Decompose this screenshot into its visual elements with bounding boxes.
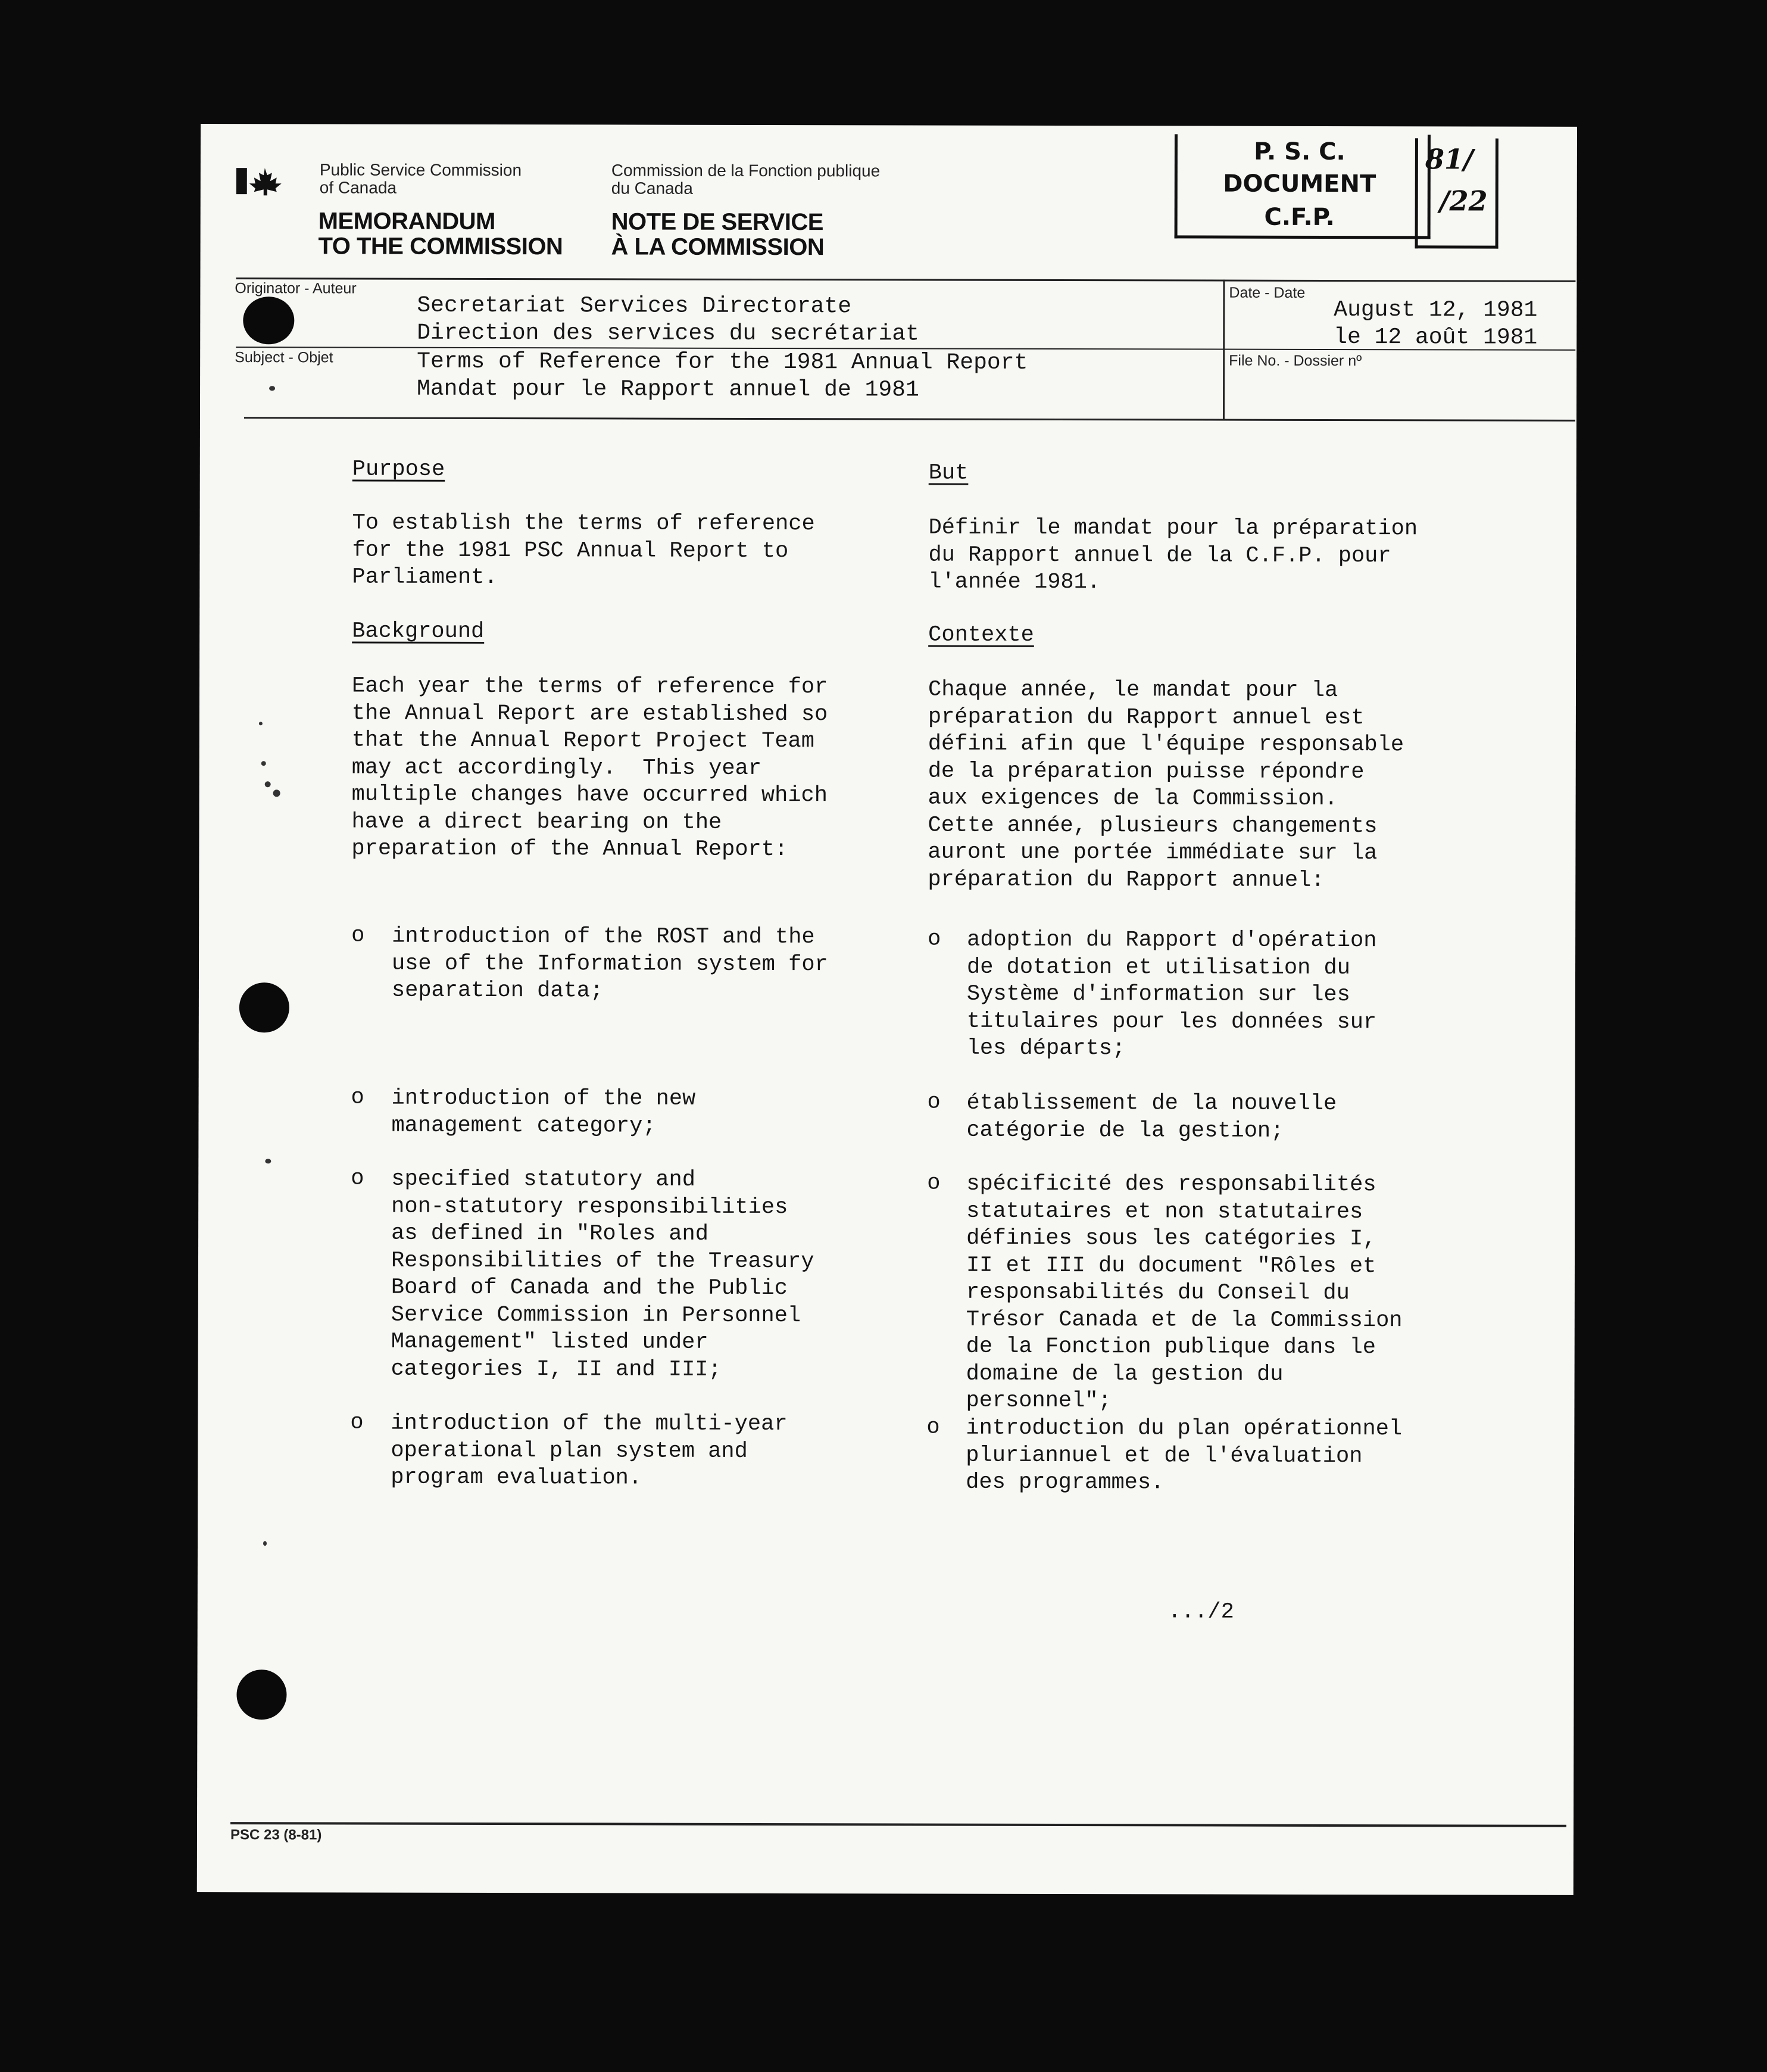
bullet-marker-en-1: o bbox=[351, 923, 365, 948]
originator-fr: Direction des services du secrétariat bbox=[417, 320, 920, 347]
bullet-marker-en-4: o bbox=[350, 1410, 364, 1436]
punch-hole-lower bbox=[236, 1670, 286, 1720]
psc-document-stamp bbox=[1175, 134, 1431, 239]
stamp-line-1: P. S. C. bbox=[1254, 138, 1345, 166]
speck bbox=[265, 781, 271, 787]
purpose-text: To establish the terms of reference for the 1981 PSC Annual Report to Parliament. bbox=[352, 510, 815, 591]
memo-title-en-line2: TO THE COMMISSION bbox=[318, 233, 563, 260]
speck bbox=[273, 790, 280, 797]
org-name-en-line2: of Canada bbox=[319, 178, 397, 197]
bullet-en-2: introduction of the new management category; bbox=[391, 1085, 696, 1139]
handwritten-number-bottom: /22 bbox=[1439, 185, 1488, 217]
speck bbox=[263, 1541, 267, 1546]
bullet-en-3: specified statutory and non-statutory responsibilities as defined in "Roles and Responsibilities of the Treasury Board of Canada and the Public Service Commission in Personnel Management" listed under categories I, II and III; bbox=[391, 1166, 814, 1383]
contexte-text: Chaque année, le mandat pour la préparation du Rapport annuel est défini afin que l'équipe responsable de la préparation puisse répondre aux exigences de la Commission. Cette année, plusieurs changements auront une portée immédiate sur la préparation du Rapport annuel: bbox=[928, 677, 1404, 893]
subject-label: Subject - Objet bbox=[235, 349, 333, 366]
info-column-divider bbox=[1223, 280, 1225, 420]
speck bbox=[269, 386, 275, 391]
bullet-marker-fr-4: o bbox=[926, 1415, 940, 1440]
date-label: Date - Date bbox=[1229, 284, 1306, 301]
memo-title-fr-line2: À LA COMMISSION bbox=[611, 233, 825, 261]
speck bbox=[265, 1159, 271, 1163]
but-heading: But bbox=[928, 460, 969, 486]
memo-page bbox=[197, 124, 1577, 1895]
bullet-en-1: introduction of the ROST and the use of the Information system for separation data; bbox=[391, 923, 828, 1004]
page-continuation: .../2 bbox=[1167, 1599, 1234, 1625]
originator-ink-blot bbox=[243, 297, 294, 344]
bullet-fr-3: spécificité des responsabilités statutaires et non statutaires définies sous les catégories I, II et III du document "Rôles et responsabilités du Conseil du Trésor Canada et de la Commission de la Fonction publique dans le domaine de la gestion du personnel"; bbox=[966, 1171, 1403, 1414]
purpose-heading: Purpose bbox=[352, 457, 445, 482]
speck bbox=[261, 761, 266, 766]
info-bottom-rule bbox=[244, 417, 1575, 422]
date-fr: le 12 août 1981 bbox=[1334, 324, 1538, 351]
file-number-label: File No. - Dossier nº bbox=[1229, 352, 1362, 370]
background-text: Each year the terms of reference for the Annual Report are established so that the Annual Report Project Team may act accordingly. This year multiple changes have occurred which have a direct bearing on the preparation of the Annual Report: bbox=[351, 673, 828, 863]
originator-label: Originator - Auteur bbox=[235, 280, 357, 297]
subject-en: Terms of Reference for the 1981 Annual Report bbox=[417, 348, 1028, 376]
bullet-marker-en-2: o bbox=[351, 1085, 364, 1110]
background-heading: Background bbox=[352, 619, 485, 644]
org-name-en-line1: Public Service Commission bbox=[319, 160, 522, 180]
footer-rule bbox=[230, 1822, 1566, 1827]
originator-en: Secretariat Services Directorate bbox=[417, 292, 852, 320]
memo-title-fr-line1: NOTE DE SERVICE bbox=[611, 208, 823, 236]
stamp-line-3: C.F.P. bbox=[1264, 203, 1335, 231]
memo-title-en-line1: MEMORANDUM bbox=[318, 208, 495, 235]
canada-flag-icon bbox=[236, 166, 290, 196]
speck bbox=[259, 722, 263, 725]
bullet-marker-en-3: o bbox=[351, 1166, 364, 1191]
form-code: PSC 23 (8-81) bbox=[230, 1827, 322, 1843]
org-name-fr-line2: du Canada bbox=[611, 179, 693, 198]
bullet-en-4: introduction of the multi-year operational plan system and program evaluation. bbox=[391, 1411, 788, 1491]
but-text: Définir le mandat pour la préparation du Rapport annuel de la C.F.P. pour l'année 1981. bbox=[928, 515, 1418, 595]
date-en: August 12, 1981 bbox=[1334, 297, 1538, 323]
bullet-marker-fr-3: o bbox=[927, 1171, 941, 1196]
punch-hole-upper bbox=[239, 982, 289, 1032]
handwritten-number-top: 81/ bbox=[1425, 143, 1473, 176]
bullet-fr-2: établissement de la nouvelle catégorie de la gestion; bbox=[966, 1090, 1337, 1144]
handwritten-file-number bbox=[1415, 138, 1498, 248]
bullet-fr-1: adoption du Rapport d'opération de dotation et utilisation du Système d'information sur les titulaires pour les données sur les départs; bbox=[966, 927, 1377, 1062]
bullet-marker-fr-1: o bbox=[928, 926, 941, 952]
bullet-marker-fr-2: o bbox=[927, 1090, 941, 1115]
stamp-line-2: DOCUMENT bbox=[1223, 170, 1376, 198]
contexte-heading: Contexte bbox=[928, 622, 1034, 648]
org-name-fr-line1: Commission de la Fonction publique bbox=[611, 161, 881, 180]
bullet-fr-4: introduction du plan opérationnel pluriannuel et de l'évaluation des programmes. bbox=[966, 1415, 1403, 1496]
subject-fr: Mandat pour le Rapport annuel de 1981 bbox=[417, 376, 919, 403]
info-top-rule bbox=[236, 277, 1575, 282]
